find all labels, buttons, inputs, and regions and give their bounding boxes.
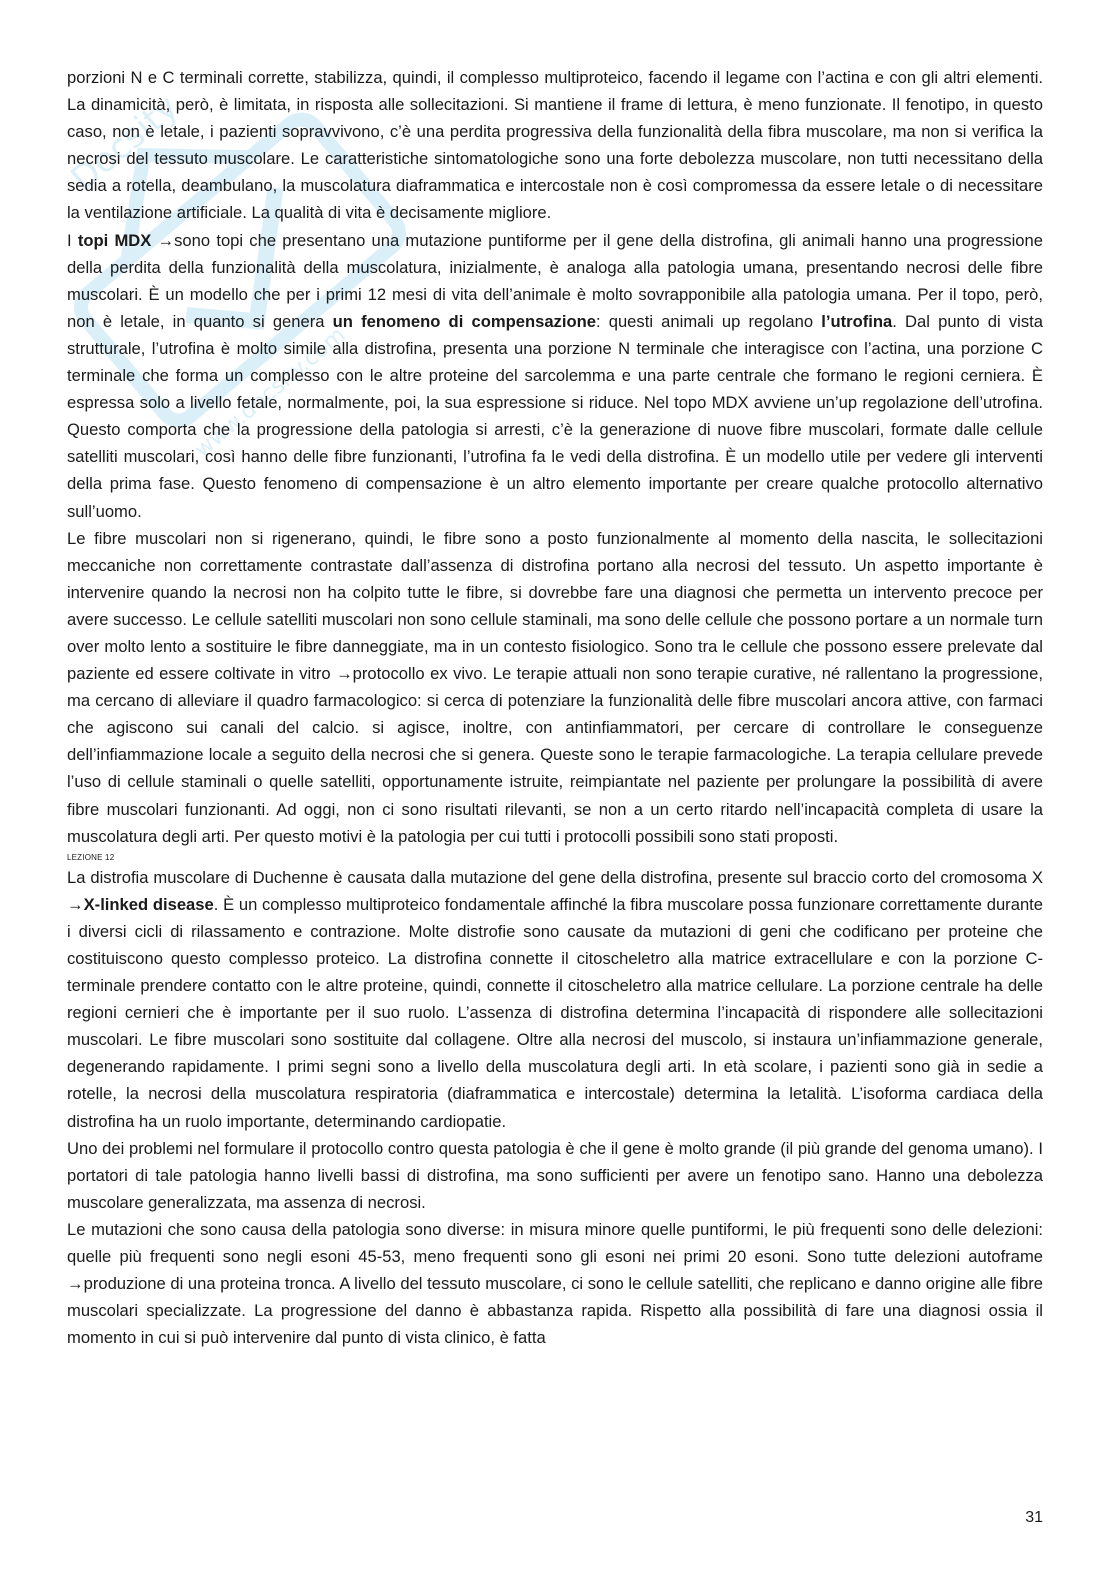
bold-term: l’utrofina bbox=[821, 311, 893, 331]
page-number: 31 bbox=[1025, 1509, 1043, 1526]
text-run: Uno dei problemi nel formulare il protocollo contro questa patologia è che il gene è molto grande (il più grande del genoma umano). I portatori di tale patologia hanno livelli bassi di distrofina, ma sono sufficienti per avere un fenotipo sano. Hanno una debolezza muscolare generalizzata, ma assenza di necrosi. bbox=[67, 1138, 1043, 1212]
text-run: I bbox=[67, 230, 78, 250]
paragraph bbox=[67, 227, 1043, 525]
paragraphs-after-lesson bbox=[67, 864, 1043, 1352]
bold-term: topi MDX bbox=[77, 230, 152, 250]
text-run: La distrofia muscolare di Duchenne è causata dalla mutazione del gene della distrofina, presente sul braccio corto del cromosoma X → bbox=[67, 867, 1043, 914]
bold-term: un fenomeno di compensazione bbox=[332, 311, 596, 331]
paragraph bbox=[67, 1135, 1043, 1216]
paragraph bbox=[67, 64, 1043, 227]
text-run: : questi animali up regolano bbox=[595, 311, 822, 331]
paragraph bbox=[67, 864, 1043, 1135]
text-run: Le mutazioni che sono causa della patologia sono diverse: in misura minore quelle puntiformi, le più frequenti sono delle delezioni: quelle più frequenti sono negli esoni 45-53, meno frequenti sono gli esoni nei primi 20 esoni. Sono tutte delezioni autoframe →produzione di una proteina tronca. A livello del tessuto muscolare, ci sono le cellule satelliti, che replicano e danno origine alle fibre muscolari specializzate. La progressione del danno è abbastanza rapida. Rispetto alla possibilità di fare una diagnosi ossia il momento in cui si può intervenire dal punto di vista clinico, è fatta bbox=[67, 1219, 1043, 1348]
document-body bbox=[67, 64, 1043, 1351]
paragraph bbox=[67, 525, 1043, 850]
svg-text:Docsity: Docsity bbox=[63, 87, 187, 200]
text-run: Le fibre muscolari non si rigenerano, quindi, le fibre sono a posto funzionalmente al momento della nascita, le sollecitazioni meccaniche non correttamente contrastate dall’assenza di distrofina portano alla necrosi del tessuto. Un aspetto importante è intervenire quando la necrosi non ha colpito tutte le fibre, si dovrebbe fare una diagnosi che permetta un intervento precoce per avere successo. Le cellule satelliti muscolari non sono cellule staminali, ma sono delle cellule che possono portare a un normale turn over molto lento a sostituire le fibre danneggiate, ma in un contesto fisiologico. Sono tra le cellule che possono essere prelevate dal paziente ed essere coltivate in vitro →protocollo ex vivo. Le terapie attuali non sono terapie curative, né rallentano la progressione, ma cercano di alleviare il quadro farmacologico: si cerca di potenziare la funzionalità delle fibre muscolari ancora attive, con farmaci che agiscono sui canali del calcio. si agisce, inoltre, con antinfiammatori, per cercare di controllare le conseguenze dell’infiammazione locale a seguito della necrosi che si genera. Queste sono le terapie farmacologiche. La terapia cellulare prevede l’uso di cellule staminali o quelle satelliti, opportunamente istruite, reimpiantate nel paziente per prolungare la possibilità di avere fibre muscolari funzionanti. Ad oggi, non ci sono risultati rilevanti, se non a un certo ritardo nell’incapacità completa di usare la muscolatura degli arti. Per questo motivi è la patologia per cui tutti i protocolli possibili sono stati proposti. bbox=[67, 528, 1043, 846]
text-run: porzioni N e C terminali corrette, stabilizza, quindi, il complesso multiproteico, facendo il legame con l’actina e con gli altri elementi. La dinamicità, però, è limitata, in risposta alle sollecitazioni. Si mantiene il frame di lettura, è meno funzionate. Il fenotipo, in questo caso, non è letale, i pazienti sopravvivono, c’è una perdita progressiva della funzionalità della fibra muscolare, ma non si verifica la necrosi del tessuto muscolare. Le caratteristiche sintomatologiche sono una forte debolezza muscolare, non tutti necessitano della sedia a rotella, deambulano, la muscolatura diaframmatica e intercostale non è così compromessa da essere letale o di necessitare la ventilazione artificiale. La qualità di vita è decisamente migliore. bbox=[67, 68, 1043, 223]
text-run: . Dal punto di vista strutturale, l’utrofina è molto simile alla distrofina, presenta una porzione N terminale che interagisce con l’actina, una porzione C terminale che forma un complesso con le altre proteine del sarcolemma e una parte centrale che formano le regioni cerniera. È espressa solo a livello fetale, normalmente, poi, la sua espressione si riduce. Nel topo MDX avviene un’up regolazione dell’utrofina. Questo comporta che la progressione della patologia si arresti, c’è la generazione di nuove fibre muscolari, formate dalle cellule satelliti muscolari, così hanno delle fibre funzionanti, l’utrofina fa le vedi della distrofina. È un modello utile per vedere gli interventi della prima fase. Questo fenomeno di compensazione è un altro elemento importante per creare qualche protocollo alternativo sull’uomo. bbox=[67, 311, 1043, 521]
paragraphs-before-lesson bbox=[67, 64, 1043, 850]
lesson-label: LEZIONE 12 bbox=[67, 852, 115, 862]
svg-text:www.docsity.com: www.docsity.com bbox=[190, 322, 351, 463]
bold-term: X-linked disease bbox=[83, 894, 214, 914]
paragraph bbox=[67, 1216, 1043, 1351]
text-run: →sono topi che presentano una mutazione puntiforme per il gene della distrofina, gli animali hanno una progressione della perdita della funzionalità della muscolatura, inizialmente, è analoga alla patologia umana, presentando necrosi delle fibre muscolari. È un modello che per i primi 12 mesi di vita dell’animale è molto sovrapponibile alla patologia umana. Per il topo, però, non è letale, in quanto si genera bbox=[67, 230, 1043, 331]
text-run: . È un complesso multiproteico fondamentale affinché la fibra muscolare possa funzionare correttamente durante i diversi cicli di rilassamento e contrazione. Molte distrofie sono causate da mutazioni di geni che codificano per proteine che costituiscono questo complesso proteico. La distrofina connette il citoscheletro alla matrice extracellulare e con la porzione C-terminale prendere contatto con le altre proteine, quindi, connette il citoscheletro alla matrice cellulare. La porzione centrale ha delle regioni cernieri che è importante per il suo ruolo. L’assenza di distrofina determina l’incapacità di rispondere alle sollecitazioni muscolari. Le fibre muscolari sono sostituite dal collagene. Oltre alla necrosi del muscolo, si instaura un’infiammazione generale, degenerando rapidamente. I primi segni sono a livello della muscolatura degli arti. In età scolare, i pazienti sono già in sedie a rotelle, la necrosi della muscolatura respiratoria (diaframmatica e intercostale) determina la letalità. L’isoforma cardiaca della distrofina ha un ruolo importante, determinando cardiopatie. bbox=[67, 894, 1044, 1131]
